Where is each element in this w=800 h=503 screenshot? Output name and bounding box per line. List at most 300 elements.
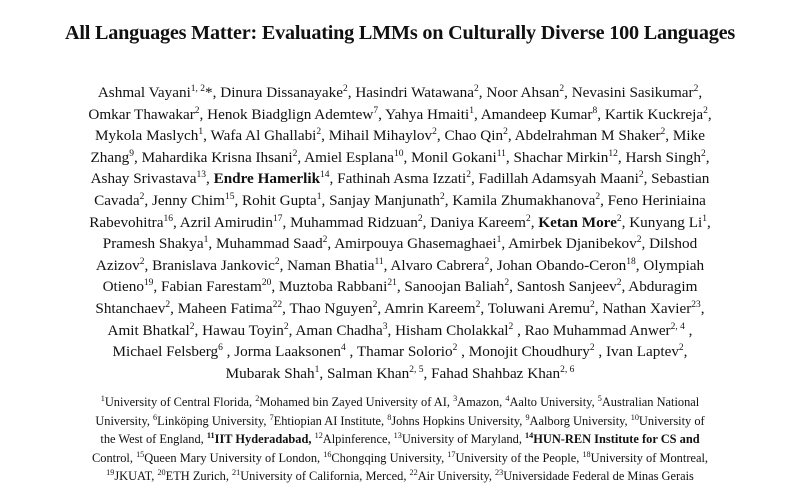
affiliation-marker: 10	[393, 148, 404, 159]
affiliation-marker: 23	[691, 299, 701, 310]
author-separator: ,	[457, 343, 469, 361]
affiliation-line	[30, 393, 770, 412]
affiliation	[207, 432, 315, 446]
author	[329, 192, 452, 209]
affiliation-marker: 2	[616, 213, 622, 224]
author-line	[30, 125, 770, 147]
author-separator: ,	[279, 256, 288, 274]
author	[304, 149, 411, 166]
author-name: Amrin Kareem	[384, 299, 476, 317]
affiliation	[495, 469, 694, 483]
affiliation-marker: 2	[638, 170, 644, 181]
author-name: Thao Nguyen	[289, 299, 373, 317]
author-separator: ,	[321, 127, 329, 145]
author-name: Daniya Kareem	[430, 213, 526, 231]
affiliation-number: 10	[630, 412, 639, 422]
affiliation-name: Queen Mary University of London,	[144, 450, 324, 465]
author-name: Noor Ahsan	[486, 84, 560, 101]
affiliation-number: 14	[525, 431, 534, 440]
author-name: Muhammad Ridzuan	[290, 213, 418, 231]
affiliation-name: HUN-REN Institute for CS and	[533, 432, 700, 446]
affiliation	[598, 395, 699, 409]
affiliation-number: 13	[393, 431, 402, 440]
affiliation-number: 20	[157, 468, 166, 477]
affiliation-marker: 2	[466, 170, 471, 181]
affiliation-marker: 19	[143, 278, 154, 289]
affiliation-name: Chongqing University,	[331, 450, 448, 465]
affiliation	[92, 451, 136, 465]
author	[628, 278, 697, 295]
author-name: Chao Qin	[444, 127, 504, 145]
affiliation-name: ETH Zurich,	[165, 469, 233, 483]
author-name: Naman Bhatia	[287, 256, 375, 274]
affiliation-name: Aalborg University,	[529, 413, 631, 428]
author-separator: ,	[507, 127, 515, 145]
author	[113, 343, 235, 360]
author-name: Pramesh Shakya	[102, 235, 204, 253]
author-name: Shtanchaev	[95, 299, 166, 317]
author	[444, 127, 514, 144]
affiliation	[101, 395, 255, 409]
author	[452, 192, 607, 209]
author	[497, 257, 644, 274]
affiliation-marker: 1	[314, 364, 320, 375]
author	[216, 235, 334, 252]
author	[649, 235, 697, 252]
author-separator: ,	[144, 191, 152, 209]
affiliation-marker: 2	[503, 127, 508, 138]
author-separator: ,	[617, 148, 626, 166]
author-name: Jorma Laaksonen	[234, 343, 341, 361]
affiliation-marker: 2	[559, 84, 565, 94]
author	[108, 322, 203, 339]
author	[525, 322, 693, 339]
author-separator: ,	[683, 343, 688, 361]
affiliation-marker: 2	[440, 191, 445, 202]
author-name: Hawau Toyin	[202, 321, 284, 339]
affiliation-marker: 2	[452, 343, 458, 354]
author-separator: ,	[297, 148, 305, 166]
affiliation	[505, 395, 597, 409]
author-name: Amiel Esplana	[304, 148, 394, 166]
affiliation-marker: 6	[218, 343, 223, 354]
author-separator: ,	[707, 105, 712, 123]
affiliation-name: University of Montreal,	[590, 450, 708, 465]
affiliation-marker: 2	[342, 84, 348, 94]
author-separator: ,	[635, 256, 644, 274]
author-name: Monojit Choudhury	[468, 343, 590, 361]
affiliation-marker: 2	[678, 343, 684, 354]
affiliation	[136, 451, 323, 465]
author	[508, 235, 649, 252]
affiliation-marker: 22	[272, 299, 283, 310]
author	[98, 84, 220, 101]
author-separator: ,	[470, 170, 479, 188]
author-name: Maheen Fatima	[177, 299, 273, 317]
affiliation	[387, 414, 525, 428]
affiliation-name: Mohamed bin Zayed University of AI,	[259, 395, 454, 409]
affiliation-marker: 2	[316, 127, 322, 138]
author-separator: ,	[383, 256, 391, 274]
author	[390, 257, 496, 274]
author-name: Aman Chadha	[295, 321, 383, 339]
author-separator: ,	[282, 299, 290, 317]
affiliation	[100, 432, 206, 446]
affiliation-marker: 2	[322, 235, 328, 246]
author	[234, 343, 357, 360]
author	[202, 322, 295, 339]
author-name: Endre Hamerlik	[213, 170, 321, 188]
author-separator: ,	[489, 256, 497, 274]
affiliation-marker: 20	[261, 278, 272, 289]
author-name: Omkar Thawakar	[88, 105, 195, 123]
affiliation-name: University of Central Florida,	[104, 395, 256, 409]
author-separator: ,	[444, 191, 453, 209]
author	[329, 127, 445, 144]
author-name: Sanjay Manjunath	[329, 191, 440, 209]
author-line	[30, 298, 770, 320]
author	[430, 214, 538, 231]
affiliation-marker: 1	[496, 235, 502, 246]
author-list	[30, 82, 770, 384]
affiliation-marker: 1	[203, 235, 209, 246]
author-separator: ,	[345, 343, 357, 361]
author-name: Jenny Chim	[151, 191, 225, 209]
affiliation	[525, 432, 700, 446]
affiliation-marker: 15	[224, 191, 235, 202]
author-name: Fahad Shahbaz Khan	[431, 364, 561, 382]
affiliation-marker: 2	[616, 278, 622, 289]
affiliation-marker: 2	[700, 148, 706, 159]
affiliation-number: 15	[136, 449, 145, 459]
affiliation	[255, 395, 453, 409]
author	[152, 257, 287, 274]
author	[486, 84, 571, 101]
author-name: Olympiah	[643, 256, 705, 274]
author	[161, 278, 279, 295]
author-name: Hisham Cholakkal	[395, 321, 509, 339]
author-separator: ,	[436, 127, 445, 145]
author-name: Abdelrahman M Shaker	[514, 127, 661, 145]
author	[91, 170, 214, 187]
affiliation-marker: 1	[316, 191, 322, 202]
affiliation-marker: 2	[595, 191, 601, 202]
author-name: Mubarak Shah	[225, 364, 315, 382]
affiliation-marker: 2, 6	[560, 364, 575, 375]
affiliation	[106, 469, 157, 483]
author-name: Amandeep Kumar	[480, 105, 593, 123]
affiliation	[95, 414, 153, 428]
author-line	[30, 147, 770, 169]
affiliation	[270, 414, 388, 428]
affiliation-marker: 2	[189, 321, 195, 332]
affiliation-marker: 2	[484, 256, 490, 267]
author	[606, 343, 688, 360]
author-name: Michael Felsberg	[112, 343, 219, 361]
author-separator: ,	[271, 278, 279, 296]
author-separator: ,	[403, 148, 412, 166]
author	[279, 278, 405, 295]
author-line	[30, 168, 770, 190]
author	[513, 149, 625, 166]
affiliation-marker: 2	[139, 256, 145, 267]
author	[214, 170, 338, 187]
author	[608, 192, 706, 209]
author-separator: ,	[327, 235, 335, 253]
affiliation-name: University,	[95, 413, 154, 428]
author-name: Kamila Zhumakhanova	[452, 191, 596, 209]
affiliation-marker: 2	[417, 213, 423, 224]
author-separator: ,	[480, 299, 488, 317]
affiliation-marker: 2	[703, 105, 708, 116]
author-name: Rohit Gupta	[242, 191, 317, 209]
author	[517, 278, 629, 295]
author-separator: ,	[194, 321, 203, 339]
affiliation-line	[30, 467, 770, 486]
affiliation-marker: 16	[163, 213, 173, 224]
author-separator: ,	[706, 213, 711, 231]
author-name: Muztoba Rabbani	[278, 278, 388, 296]
author-name: Ivan Laptev	[605, 343, 679, 361]
author-separator: ,	[684, 321, 693, 339]
author-name: Sebastian	[651, 170, 710, 188]
author-separator: ,	[643, 170, 652, 188]
author-separator: ,	[600, 191, 608, 209]
author-name: Yahya Hmaiti	[385, 105, 470, 123]
author	[337, 170, 478, 187]
author-separator: ,	[288, 321, 296, 339]
author-separator: ,	[172, 213, 180, 231]
affiliation-marker: 2	[475, 299, 481, 310]
author-name: Salman Khan	[326, 364, 410, 382]
author-name: Rao Muhammad Anwer	[524, 321, 671, 339]
affiliation-name: Johns Hopkins University,	[391, 413, 526, 428]
author	[226, 365, 327, 382]
author	[103, 235, 216, 252]
affiliation-number: 9	[525, 412, 530, 422]
author	[90, 149, 141, 166]
paper-title: All Languages Matter: Evaluating LMMs on Culturally Diverse 100 Languages	[64, 22, 736, 44]
affiliation	[410, 469, 496, 483]
author	[142, 149, 305, 166]
affiliation-marker: 11	[496, 148, 506, 159]
affiliation-marker: 12	[608, 148, 618, 159]
author-separator: ,	[594, 343, 606, 361]
affiliation-marker: 2	[274, 256, 280, 267]
affiliation-name: the West of England,	[100, 432, 207, 446]
author-name: Fadillah Adamsyah Maani	[478, 170, 639, 188]
author	[327, 365, 431, 382]
affiliation-number: 19	[106, 468, 115, 477]
author-separator: ,	[222, 343, 235, 361]
author-separator: ,	[234, 191, 243, 209]
author	[515, 127, 673, 144]
affiliation-number: 11	[206, 431, 215, 440]
affiliation-number: 7	[269, 412, 274, 422]
affiliation-number: 18	[582, 449, 591, 459]
author-name: Dinura Dissanayake	[220, 84, 343, 101]
author	[404, 278, 516, 295]
affiliation-number: 5	[597, 394, 602, 403]
author-separator: ,	[282, 213, 291, 231]
author-separator: ,	[153, 278, 162, 296]
affiliation	[394, 432, 525, 446]
affiliation-marker: 2	[660, 127, 666, 138]
author-separator: ,	[329, 170, 338, 188]
affiliation-marker: 2	[372, 299, 378, 310]
author-name: Hasindri Watawana	[355, 84, 475, 101]
affiliation-marker: 1	[198, 127, 204, 138]
affiliation-marker: 11	[374, 256, 384, 267]
author-line	[30, 320, 770, 342]
author-name: Sanoojan Baliah	[404, 278, 505, 296]
author	[95, 300, 177, 317]
author-separator: ,	[505, 148, 514, 166]
author-line	[30, 190, 770, 212]
author-name: Mihail Mihaylov	[328, 127, 433, 145]
affiliation	[153, 414, 270, 428]
author-name: Muhammad Saad	[215, 235, 323, 253]
affiliation-marker: 2	[165, 299, 171, 310]
affiliation-name: University of	[638, 413, 705, 428]
affiliation	[525, 414, 630, 428]
affiliation-marker: 2	[589, 343, 595, 354]
author-name: Nevasini Sasikumar	[571, 84, 694, 101]
author-separator: ,	[423, 364, 432, 382]
affiliation-marker: 2	[504, 278, 510, 289]
author-line	[30, 363, 770, 385]
author	[431, 365, 574, 382]
affiliation-marker: 1	[702, 213, 707, 224]
author-name: Rabevohitra	[89, 213, 164, 231]
author-separator: ,	[387, 321, 396, 339]
author	[180, 214, 290, 231]
affiliation-name: Amazon,	[457, 395, 506, 409]
affiliation-marker: 17	[272, 213, 283, 224]
author	[355, 84, 486, 101]
author	[94, 192, 152, 209]
author-separator: ,	[621, 213, 630, 231]
author-line	[30, 212, 770, 234]
author-name: Fabian Farestam	[161, 278, 262, 296]
author	[88, 106, 207, 123]
author-name: Mahardika Krisna Ihsani	[141, 148, 293, 166]
author	[334, 235, 508, 252]
author-name: Cavada	[94, 191, 140, 209]
author-name: Thamar Solorio	[356, 343, 453, 361]
author-separator: ,	[705, 148, 710, 166]
author-name: Wafa Al Ghallabi	[210, 127, 317, 145]
author	[629, 214, 711, 231]
author	[210, 127, 328, 144]
author-separator: ,	[170, 299, 178, 317]
affiliation	[453, 395, 505, 409]
author-separator: ,	[621, 278, 629, 296]
author-separator: ,	[319, 364, 327, 382]
author-separator: ,	[208, 235, 216, 253]
author-separator: ,	[530, 213, 539, 231]
affiliation-number: 3	[453, 394, 458, 403]
affiliation-name: Air University,	[417, 469, 496, 483]
author-separator: ,	[501, 235, 509, 253]
author-line	[30, 104, 770, 126]
author-separator: *,	[205, 84, 221, 101]
affiliation	[157, 469, 232, 483]
author	[289, 300, 384, 317]
author-name: Nathan Xavier	[602, 299, 692, 317]
affiliation-marker: 2, 4	[670, 321, 685, 332]
author	[207, 106, 385, 123]
author	[295, 322, 395, 339]
affiliation-number: 6	[153, 412, 158, 422]
author-name: Shachar Mirkin	[513, 148, 609, 166]
affiliation-name: University of California, Merced,	[240, 469, 410, 483]
affiliation	[582, 451, 708, 465]
affiliation-list	[30, 393, 770, 486]
affiliation	[447, 451, 582, 465]
author	[96, 257, 152, 274]
author-separator: ,	[597, 105, 605, 123]
author	[651, 170, 709, 187]
author-separator: ,	[478, 84, 487, 101]
author	[488, 300, 603, 317]
author	[479, 170, 652, 187]
author	[625, 149, 709, 166]
author	[152, 192, 242, 209]
author-separator: ,	[698, 84, 703, 101]
author-name: Ketan More	[538, 213, 617, 231]
author	[95, 127, 210, 144]
author-name: Feno Heriniaina	[607, 191, 706, 209]
affiliation-marker: 2	[292, 148, 298, 159]
affiliation-marker: 13	[196, 170, 206, 181]
author-name: Dilshod	[649, 235, 698, 253]
affiliation	[315, 432, 394, 446]
author-separator: ,	[396, 278, 405, 296]
affiliation-line	[30, 412, 770, 431]
author-separator: ,	[641, 235, 650, 253]
author	[538, 214, 629, 231]
author-separator: ,	[700, 299, 705, 317]
author-name: Zhang	[90, 148, 130, 166]
affiliation-marker: 2	[194, 105, 200, 116]
author	[602, 300, 704, 317]
author-separator: ,	[377, 299, 385, 317]
affiliation-number: 21	[232, 468, 241, 477]
author-separator: ,	[509, 278, 517, 296]
affiliation-marker: 3	[382, 321, 388, 332]
author-separator: ,	[205, 170, 214, 188]
author-line	[30, 82, 770, 104]
author-name: Mykola Maslych	[95, 127, 199, 145]
author-separator: ,	[203, 127, 211, 145]
affiliation-number: 4	[505, 394, 510, 403]
author-name: Ashmal Vayani	[97, 84, 191, 101]
affiliation-marker: 2	[525, 213, 531, 224]
author-separator: ,	[473, 105, 481, 123]
affiliation-name: IIT Hyderadabad,	[214, 432, 315, 446]
author	[290, 214, 430, 231]
affiliation-name: University of Maryland,	[401, 432, 526, 446]
affiliation-marker: 2, 5	[409, 364, 424, 375]
author-separator: ,	[199, 105, 208, 123]
author-name: Amirpouya Ghasemaghaei	[334, 235, 497, 253]
author-separator: ,	[321, 191, 330, 209]
author-name: Amit Bhatkal	[107, 321, 190, 339]
author	[89, 214, 180, 231]
affiliation-marker: 2	[283, 321, 289, 332]
author-separator: ,	[513, 321, 525, 339]
